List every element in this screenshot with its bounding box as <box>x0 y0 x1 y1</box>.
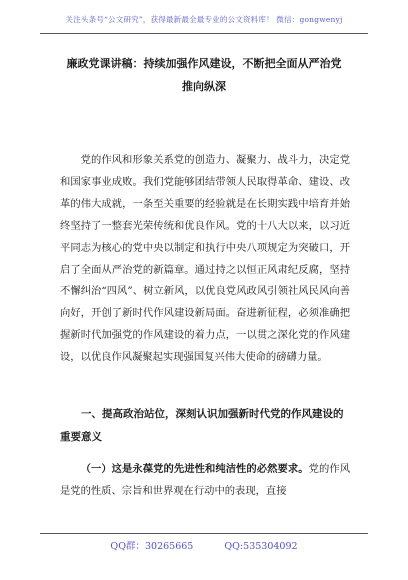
subsection-1-paragraph <box>60 458 350 502</box>
footer-qq: QQ:535304092 <box>224 541 298 552</box>
footer-divider <box>40 533 368 534</box>
subsection-1-text: 党的作风是党的性质、宗旨和世界观在行动中的表现，直接 <box>60 463 350 497</box>
title-line-1: 廉政党课讲稿：持续加强作风建设，不断把全面从严治党 <box>66 57 342 70</box>
header-promo-note: 关注头条号“公文研究”，获得最新最全最专业的公文资料库！ 微信：gongwenyj <box>65 15 343 24</box>
section-1-heading: 一、提高政治站位，深刻认识加强新时代党的作风建设的重要意义 <box>60 408 344 443</box>
title-line-2: 推向纵深 <box>182 80 226 93</box>
intro-paragraph: 党的作风和形象关系党的创造力、凝聚力、战斗力，决定党和国家事业成败。我们党能够团结带领人民取得革命、建设、改革的伟大成就，一条至关重要的经验就是在长期实践中培育并始终坚持了一整套光荣传统和优良作风。党的十八大以来，以习近平同志为核心的党中央以制定和执行中央八项规定为突破口，开启了全面从严治党的新篇章。通过持之以恒正风肃纪反腐，坚持不懈纠治“四风”、树立新风，以优良党风政风引领社风民风向善向好，开创了新时代作风建设新局面。奋进新征程，必须准确把握新时代加强党的作风建设的着力点，一以贯之深化党的作风建设，以优良作风凝聚起实现强国复兴伟大使命的磅礴力量。 <box>60 154 350 364</box>
footer-qq-group: QQ群：30265665 <box>110 541 194 552</box>
header-divider <box>40 33 368 34</box>
document-title <box>50 52 358 98</box>
subsection-1-heading: （一）这是永葆党的先进性和纯洁性的必然要求。 <box>80 463 309 475</box>
footer-contact <box>0 538 408 552</box>
